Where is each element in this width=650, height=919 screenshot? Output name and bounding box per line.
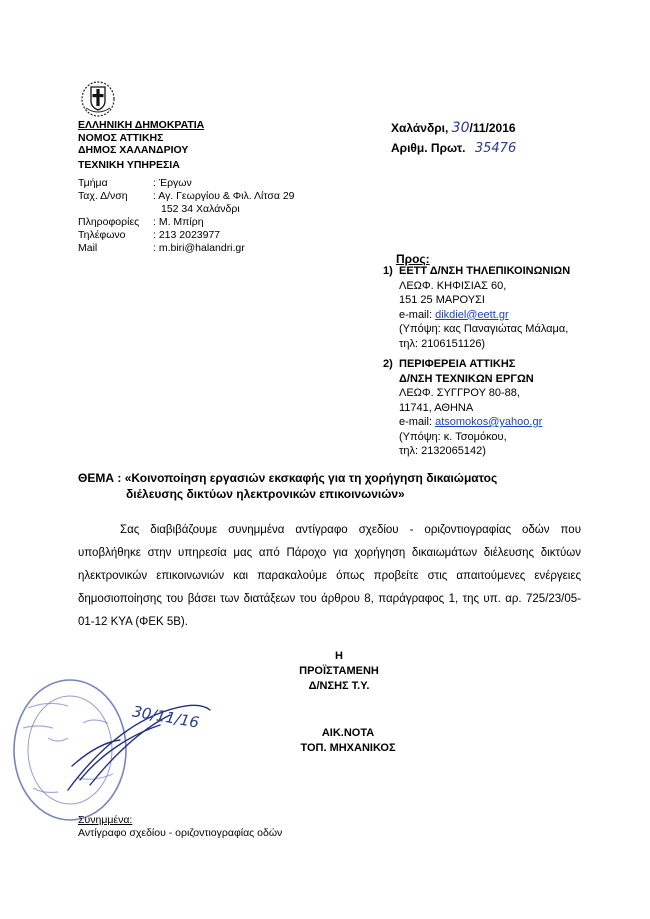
date-line (391, 118, 516, 138)
email-label: e-mail: (399, 308, 433, 321)
signatory-name: ΑΙΚ.ΝΟΤΑ (321, 727, 375, 739)
attachments-item: Αντίγραφο σχεδίου - οριζοντιογραφίας οδών (78, 827, 283, 839)
handwritten-signature (60, 680, 260, 800)
recipient-name-line-2: Δ/ΝΣΗ ΤΕΧΝΙΚΩΝ ΕΡΓΩΝ (399, 372, 534, 385)
subject-text-2: διέλευσης δικτύων ηλεκτρονικών επικοινωνιών» (126, 487, 405, 501)
signatory-role: ΤΟΠ. ΜΗΧΑΝΙΚΟΣ (300, 742, 396, 754)
recipient-1 (383, 264, 623, 351)
recipient-2-name-row (383, 357, 623, 372)
contact-row (78, 216, 295, 229)
date-day-handwritten: 30 (451, 120, 470, 136)
subject-text-1: «Κοινοποίηση εργασιών εκσκαφής για τη χορήγηση δικαιώματος (124, 471, 498, 485)
contact-row (78, 203, 295, 216)
attachments-block (78, 814, 282, 840)
contact-row (78, 229, 295, 242)
body-paragraph: Σας διαβιβάζουμε συνημμένα αντίγραφο σχεδίου - οριζοντιογραφίας οδών που υποβλήθηκε στην υπηρεσία μας από Πάροχο για χορήγηση δικαιωμάτων διέλευσης δικτύων ηλεκτρονικών επικοινωνιών και παρακαλούμε όπως προβείτε στις απαιτούμενες ενέργειες δημοσιοποίησης του βάσει των διατάξεων του άρθρου 8, παράγραφος 1, της υπ. αρ. 725/23/05-01-12 ΚΥΑ (ΦΕΚ 5Β). (78, 524, 581, 628)
contact-label: Πληροφορίες (78, 216, 140, 228)
contact-label: Τμήμα (78, 177, 108, 189)
recipient-details (383, 372, 623, 459)
recipient-email-row (399, 415, 623, 430)
recipient-2 (383, 357, 623, 459)
recipient-1-name-row (383, 264, 623, 279)
contact-label: Τηλέφωνο (78, 229, 126, 241)
contact-label: Mail (78, 242, 98, 254)
signatory-block (296, 726, 400, 756)
recipient-details (383, 279, 623, 352)
recipient-attention-2: τηλ: 2132065142) (399, 445, 486, 457)
recipient-number: 1) (383, 265, 393, 277)
date-month-year: /11/2016 (469, 121, 516, 135)
recipient-number: 2) (383, 358, 393, 370)
email-label: e-mail: (399, 416, 433, 428)
subject-label: ΘΕΜΑ : (78, 471, 122, 485)
contact-value: : Αγ. Γεωργίου & Φιλ. Λίτσα 29 (153, 190, 295, 202)
recipient-email-link[interactable]: atsomokos@yahoo.gr (435, 416, 543, 428)
recipient-address-2: 11741, ΑΘΗΝΑ (399, 401, 474, 414)
contact-row (78, 177, 295, 190)
recipient-address-2: 151 25 ΜΑΡΟΥΣΙ (399, 294, 485, 306)
contact-value: : Μ. Μπίρη (153, 216, 204, 228)
contact-label: Ταχ. Δ/νση (78, 190, 128, 202)
signature-title-1: Η ΠΡΟΪΣΤΑΜΕΝΗ (299, 650, 379, 677)
recipient-address-1: ΛΕΩΦ. ΚΗΦΙΣΙΑΣ 60, (399, 279, 507, 292)
letterhead (78, 119, 204, 171)
letterhead-line-prefecture: ΝΟΜΟΣ ΑΤΤΙΚΗΣ (78, 131, 164, 144)
coat-of-arms-emblem (80, 78, 116, 118)
contact-row (78, 190, 295, 203)
attachments-label: Συνημμένα: (78, 814, 133, 826)
contact-value: : 213 2023977 (153, 229, 221, 241)
protocol-number-handwritten: 35476 (474, 141, 517, 156)
date-prefix: Χαλάνδρι, (391, 121, 449, 135)
recipient-attention-2: τηλ: 2106151126) (399, 337, 486, 350)
recipient-email-row (399, 308, 623, 323)
recipient-email-link[interactable]: dikdiel@eett.gr (435, 308, 509, 321)
signature-titles (298, 649, 380, 694)
subject-block (78, 470, 497, 502)
protocol-line (391, 138, 516, 159)
date-block (391, 118, 516, 159)
letterhead-line-republic: ΕΛΛΗΝΙΚΗ ΔΗΜΟΚΡΑΤΙΑ (78, 119, 205, 131)
recipient-name: ΠΕΡΙΦΕΡΕΙΑ ΑΤΤΙΚΗΣ (399, 358, 516, 370)
contact-row (78, 242, 295, 255)
contact-value: : m.biri@halandri.gr (153, 242, 245, 254)
signature-title-2: Δ/ΝΣΗΣ Τ.Υ. (308, 680, 370, 692)
letterhead-line-municipality: ΔΗΜΟΣ ΧΑΛΑΝΔΡΙΟΥ (78, 144, 189, 156)
contact-label (78, 203, 161, 216)
contact-value: 152 34 Χαλάνδρι (161, 203, 240, 215)
contact-details (78, 177, 295, 255)
recipient-name: ΕΕΤΤ Δ/ΝΣΗ ΤΗΛΕΠΙΚΟΙΝΩΝΙΩΝ (399, 265, 571, 277)
signature-handwritten-date: 30/11/16 (130, 702, 201, 732)
protocol-label: Αριθμ. Πρωτ. (391, 141, 466, 155)
letterhead-line-department: ΤΕΧΝΙΚΗ ΥΠΗΡΕΣΙΑ (78, 158, 180, 171)
contact-value: : Έργων (153, 177, 192, 189)
recipients-heading: Προς: (396, 252, 430, 266)
recipient-attention-1: (Υπόψη: κας Παναγιώτας Μάλαμα, (399, 323, 569, 335)
recipient-address-1: ΛΕΩΦ. ΣΥΓΓΡΟΥ 80-88, (399, 387, 520, 399)
subject-line-1 (78, 470, 497, 486)
recipient-attention-1: (Υπόψη: κ. Τσομόκου, (399, 430, 507, 443)
